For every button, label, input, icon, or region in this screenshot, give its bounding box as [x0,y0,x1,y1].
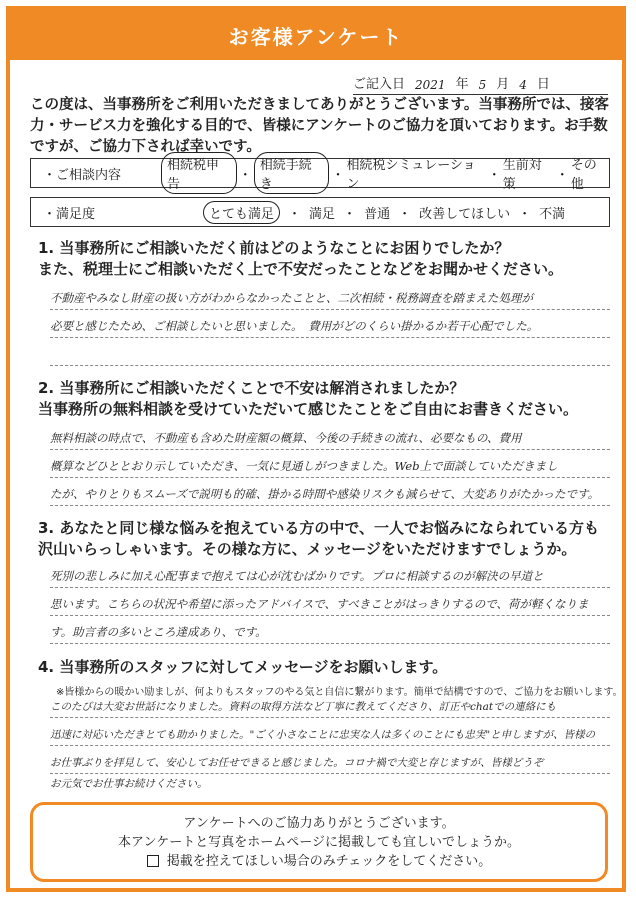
answer-line: 不動産やみなし財産の扱い方がわからなかったことと、二次相続・税務調査を踏まえた処理が [50,282,610,310]
separator: ・ [518,206,532,222]
footer-check-label: 掲載を控えてほしい場合のみチェックをしてください。 [166,853,492,869]
separator: ・ [487,167,501,183]
answer-line: 必要と感じたため、ご相談したいと思いました。 費用がどのくらい掛かるか若干心配でした。 [50,310,610,338]
consultation-option[interactable]: 生前対策 [502,158,542,192]
satisfaction-row [30,197,610,227]
date-day-unit: 日 [536,77,550,92]
date-year-unit: 年 [455,77,469,92]
intro-text: この度は、当事務所をご利用いただきましてありがとうございます。当事務所では、接客力・サービス力を強化する目的で、皆様にアンケートのご協力を頂いております。お手数ですが、ご協力下されば幸いです。 [30,97,609,155]
question-2: 2. 当事務所にご相談いただくことで不安は解消されましたか？ 当事務所の無料相談を受けていただいて感じたことをご自由にお書きください。 [38,379,579,418]
question-1: 1. 当事務所にご相談いただく前はどのようなことにお困りでしたか？ また、税理士にご相談いただく上で不安だったことなどをお聞かせください。 [38,239,564,278]
answer-3[interactable] [50,560,610,644]
question-4-note: ※皆様からの暖かい励ましが、何よりもスタッフのやる気と自信に繋がります。簡単で結構ですので、ご協力をお願いします。 [56,687,623,698]
answer-line: お仕事ぶりを拝見して、安心してお任せできると感じました。コロナ禍で大変と存じますが、皆様どうぞ [50,746,610,774]
footer-question: 本アンケートと写真をホームページに掲載しても宜しいでしょうか。 [118,834,520,850]
date-year[interactable]: 2021 [415,78,446,92]
consultation-label: ・ご相談内容 [43,167,122,183]
answer-line: 死別の悲しみに加え心配事まで抱えては心が沈むばかりです。プロに相談するのが解決の早道と [50,560,610,588]
answer-line: 概算などひととおり示していただき、一気に見通しがつきました。Web上で面談していただきまし [50,450,610,478]
question-4: 4. 当事務所のスタッフに対してメッセージをお願いします。 [38,658,448,676]
answer-line [50,338,610,366]
date-row [353,70,608,95]
satisfaction-option[interactable]: 満足 [309,206,336,222]
answer-2[interactable] [50,422,610,506]
footer-check-row [147,852,492,871]
date-month[interactable]: 5 [478,78,487,92]
date-label: ご記入日 [353,77,406,92]
question-3: 3. あなたと同じ様な悩みを抱えている方の中で、一人でお悩みになられている方も 沢山いらっしゃいます。その様な方に、メッセージをいただけますでしょうか。 [38,519,600,558]
title-bar [10,10,622,60]
consultation-option[interactable]: 相続税シミュレーション [346,158,476,192]
separator: ・ [288,206,302,222]
page-title: お客様アンケート [228,24,404,49]
answer-line: お元気でお仕事お続けください。 [50,778,208,790]
answer-line: 迅速に対応いただきとても助かりました。"ごく小さなことに忠実な人は多くのことにも忠実"と申しますが、皆様の [50,718,610,746]
answer-4[interactable] [50,690,610,794]
separator: ・ [398,206,412,222]
consultation-option[interactable]: 相続手続き [254,152,330,194]
separator: ・ [238,167,252,183]
consultation-option[interactable]: 相続税申告 [161,152,237,194]
answer-line: 思います。こちらの状況や希望に添ったアドバイスで、すべきことがはっきりするので、荷が軽くなりま [50,588,610,616]
publish-opt-out-checkbox[interactable] [147,855,159,867]
separator: ・ [331,167,345,183]
answer-1[interactable] [50,282,610,366]
footer-thanks: アンケートへのご協力ありがとうございます。 [183,815,455,831]
separator: ・ [555,167,569,183]
consultation-option[interactable]: その他 [570,158,597,192]
date-month-unit: 月 [496,77,510,92]
answer-line: 無料相談の時点で、不動産も含めた財産額の概算、今後の手続きの流れ、必要なもの、費用 [50,422,610,450]
satisfaction-label: ・満足度 [43,206,96,222]
consultation-row [30,158,610,192]
satisfaction-option[interactable]: 普通 [364,206,391,222]
satisfaction-option[interactable]: 不満 [539,206,566,222]
date-day[interactable]: 4 [519,78,527,92]
answer-line: す。助言者の多いところ達成あり、です。 [50,616,610,644]
footer-box [30,802,608,882]
satisfaction-option[interactable]: 改善してほしい [419,206,511,222]
satisfaction-option[interactable]: とても満足 [203,201,280,224]
answer-line: たが、やりとりもスムーズで説明も的確、掛かる時間や感染リスクも減らせて、大変ありがたかったです。 [50,478,610,506]
separator: ・ [343,206,357,222]
answer-line: このたびは大変お世話になりました。資料の取得方法など丁寧に教えてくださり、訂正やchatでの連絡にも [50,690,610,718]
